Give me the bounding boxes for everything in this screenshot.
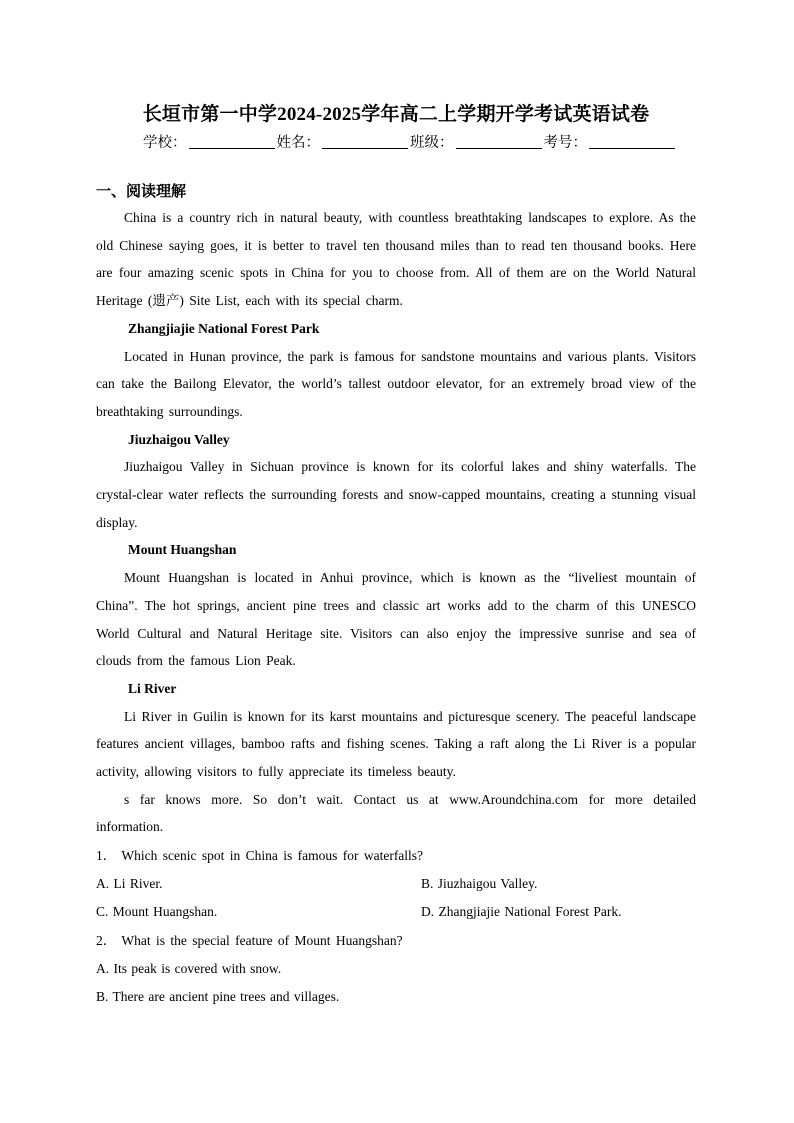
question-1-stem: 1． Which scenic spot in China is famous for waterfalls? — [96, 848, 424, 864]
class-blank[interactable] — [456, 132, 542, 149]
spot-text-li-river: Li River in Guilin is known for its karst mountains and picturesque scenery. The peaceful landscape features ancient villages, bamboo rafts and fishing scenes. Taking a raft along the Li River is a popular activity, allowing visitors to fully appreciate its timeless beauty. — [96, 708, 696, 780]
exam-title: 长垣市第一中学2024-2025学年高二上学期开学考试英语试卷 — [142, 104, 650, 125]
school-label: 学校： — [143, 135, 187, 151]
exam-number-field — [544, 135, 678, 151]
student-info-line — [124, 130, 696, 156]
name-field — [277, 135, 411, 151]
school-blank[interactable] — [189, 132, 275, 149]
spot-text-huangshan: Mount Huangshan is located in Anhui province, which is known as the “liveliest mountain of China”. The hot springs, ancient pine trees and classic art works add to the charm of this UNESCO World Cultural and Natural Heritage site. Visitors can also enjoy the impressive sunrise and sea of clouds from the famous Lion Peak. — [96, 570, 696, 669]
question-1-options-row-1 — [96, 870, 696, 898]
exam-number-blank[interactable] — [589, 132, 675, 149]
question-1-option-d[interactable]: D. Zhangjiajie National Forest Park. — [421, 904, 622, 920]
exam-page — [96, 100, 696, 1011]
school-field — [143, 135, 277, 151]
class-label: 班级： — [410, 135, 454, 151]
question-1-option-c[interactable]: C. Mount Huangshan. — [96, 904, 218, 920]
name-label: 姓名： — [276, 135, 320, 151]
spot-text-jiuzhaigou: Jiuzhaigou Valley in Sichuan province is known for its colorful lakes and shiny waterfalls. The crystal-clear water reflects the surrounding forests and snow-capped mountains, creating a stunning visual display. — [96, 459, 696, 530]
question-2-option-b[interactable]: B. There are ancient pine trees and villages. — [96, 989, 340, 1005]
section-heading: 一、阅读理解 — [96, 182, 187, 200]
question-1-option-a[interactable]: A. Li River. — [96, 876, 163, 892]
question-1-option-b[interactable]: B. Jiuzhaigou Valley. — [421, 876, 538, 892]
spot-title-jiuzhaigou: Jiuzhaigou Valley — [128, 431, 230, 447]
question-2-option-a[interactable]: A. Its peak is covered with snow. — [96, 961, 282, 977]
question-2-stem: 2． What is the special feature of Mount Huangshan? — [96, 933, 403, 949]
closing-paragraph: s far knows more. So don’t wait. Contact us at www.Aroundchina.com for more detailed information. — [96, 791, 696, 835]
question-1-options-row-2 — [96, 898, 696, 926]
name-blank[interactable] — [322, 132, 408, 149]
class-field — [410, 135, 544, 151]
intro-paragraph: China is a country rich in natural beauty, with countless breathtaking landscapes to explore. As the old Chinese saying goes, it is better to travel ten thousand miles than to read ten thousand books. Here are four amazing scenic spots in China for you to choose from. All of them are on the World Natural Heritage (遗产) Site List, each with its special charm. — [96, 210, 696, 309]
exam-number-label: 考号： — [543, 135, 587, 151]
spot-text-zhangjiajie: Located in Hunan province, the park is famous for sandstone mountains and various plants. Visitors can take the Bailong Elevator, the world’s tallest outdoor elevator, for an extremely broad view of the breathtaking surroundings. — [96, 348, 696, 419]
spot-title-zhangjiajie: Zhangjiajie National Forest Park — [128, 320, 320, 336]
spot-title-huangshan: Mount Huangshan — [128, 542, 237, 558]
spot-title-li-river: Li River — [128, 680, 177, 696]
